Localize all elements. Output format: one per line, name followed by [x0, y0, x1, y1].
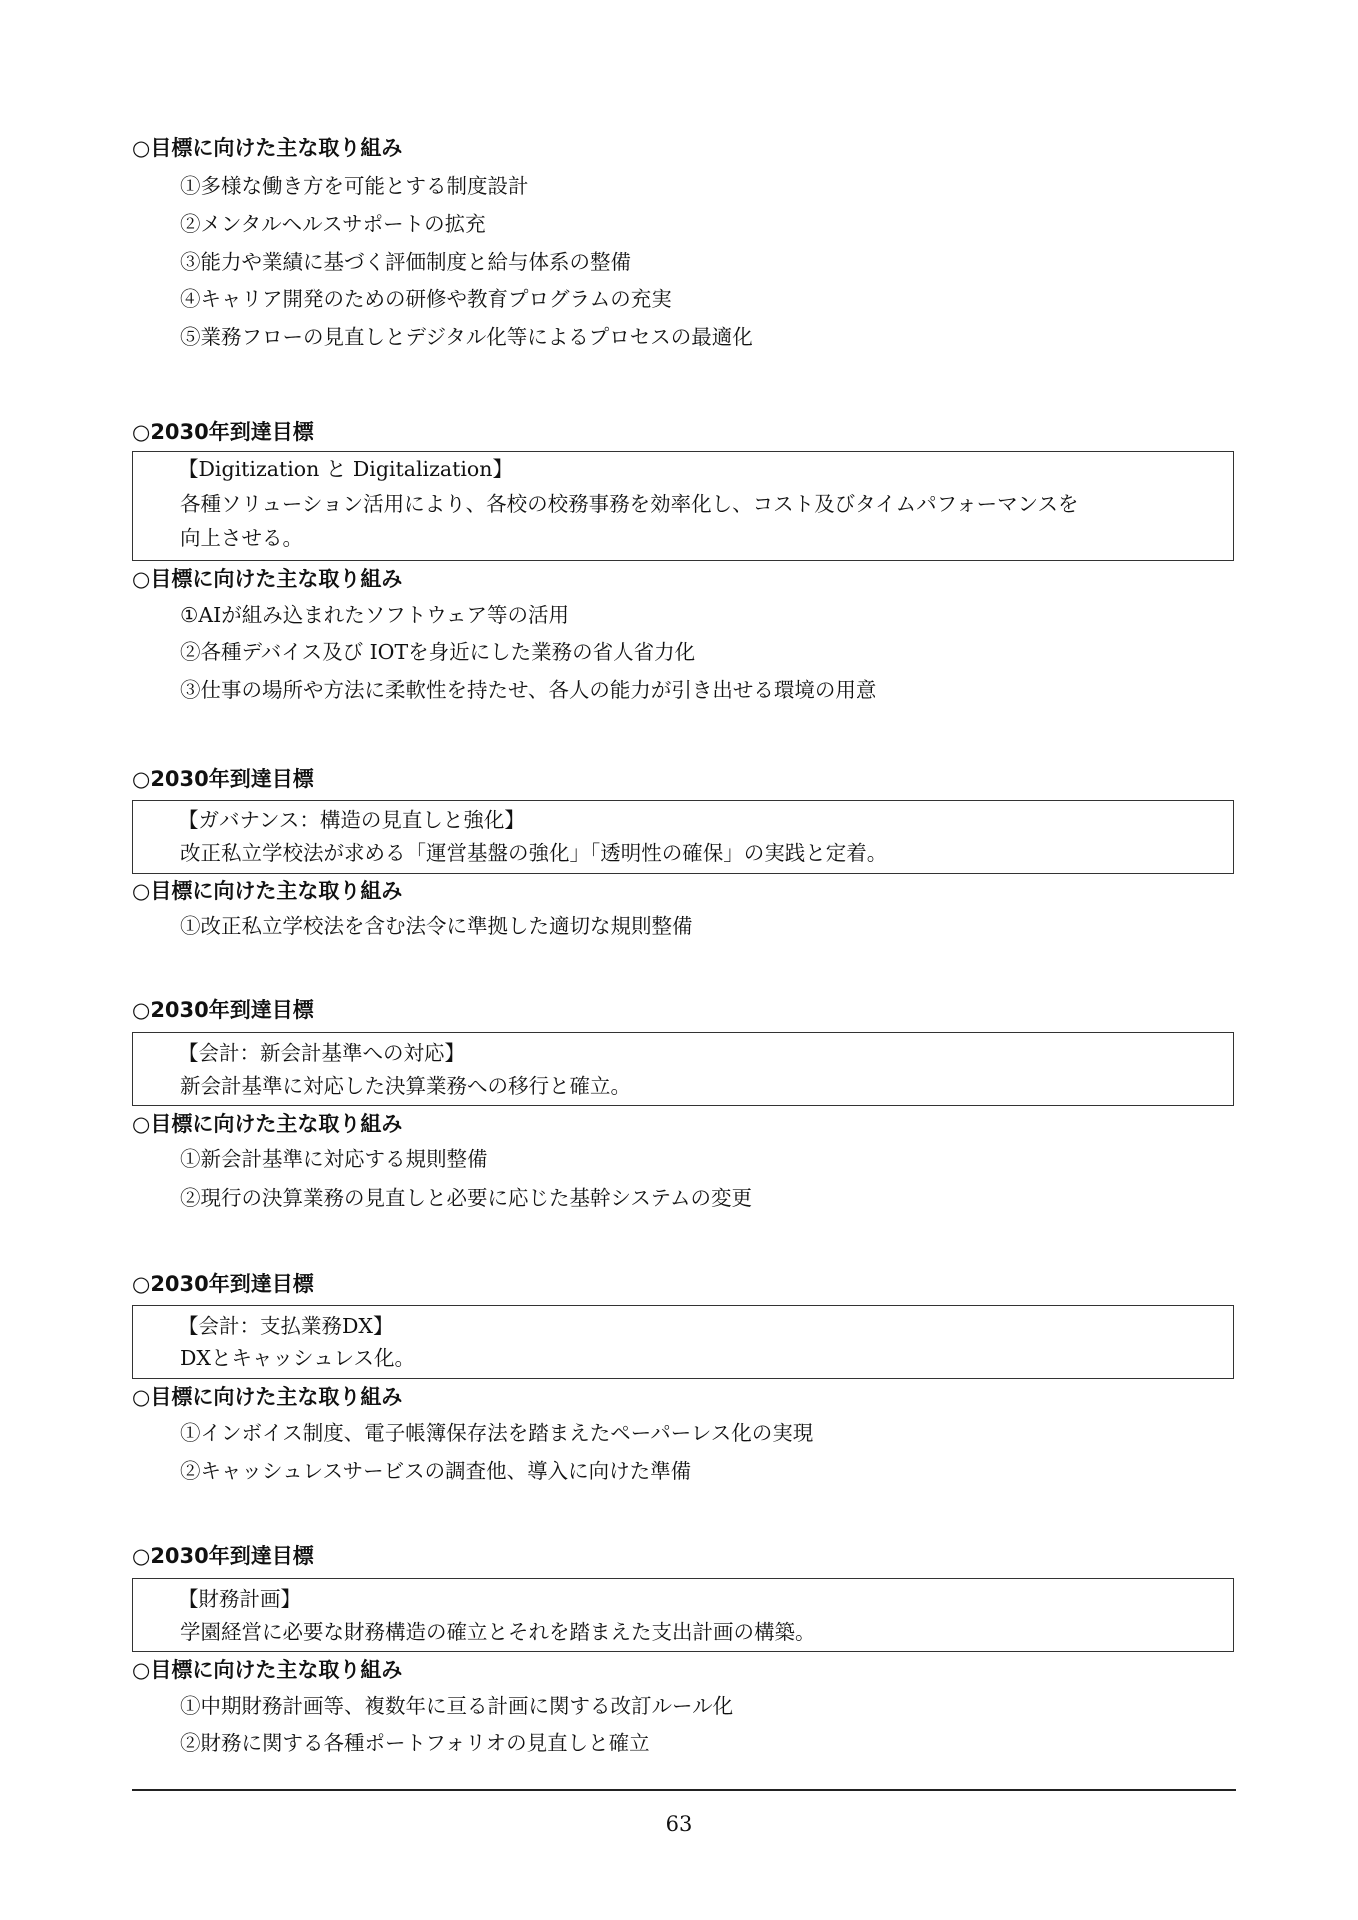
initiative-item: ②現行の決算業務の見直しと必要に応じた基幹システムの変更 — [180, 1186, 752, 1210]
goal-heading: ○2030年到達目標 — [132, 1544, 314, 1568]
initiative-item: ①多様な働き方を可能とする制度設計 — [180, 174, 529, 198]
page-number: 63 — [665, 1812, 693, 1836]
goal-heading: ○2030年到達目標 — [132, 767, 314, 791]
goal-box-title: 【会計：支払業務DX】 — [178, 1314, 394, 1338]
initiatives-heading: ○目標に向けた主な取り組み — [132, 1385, 403, 1409]
initiative-item: ①中期財務計画等、複数年に亘る計画に関する改訂ルール化 — [180, 1694, 734, 1718]
initiative-item: ⑤業務フローの見直しとデジタル化等によるプロセスの最適化 — [180, 325, 753, 349]
goal-box-title: 【会計：新会計基準への対応】 — [178, 1041, 465, 1065]
goal-box-text: 改正私立学校法が求める「運営基盤の強化」「透明性の確保」の実践と定着。 — [180, 841, 888, 865]
initiatives-heading: ○目標に向けた主な取り組み — [132, 1658, 403, 1682]
goal-heading: ○2030年到達目標 — [132, 1272, 314, 1296]
goal-heading: ○2030年到達目標 — [132, 998, 314, 1022]
initiative-item: ②各種デバイス及び IOTを身近にした業務の省人省力化 — [180, 640, 696, 664]
initiative-item: ②財務に関する各種ポートフォリオの見直しと確立 — [180, 1731, 650, 1755]
goal-box-text: 向上させる。 — [180, 526, 303, 550]
goal-box-text: 学園経営に必要な財務構造の確立とそれを踏まえた支出計画の構築。 — [180, 1620, 816, 1644]
initiative-item: ③仕事の場所や方法に柔軟性を持たせ、各人の能力が引き出せる環境の用意 — [180, 678, 877, 702]
initiatives-heading: ○目標に向けた主な取り組み — [132, 567, 403, 591]
initiative-item: ③能力や業績に基づく評価制度と給与体系の整備 — [180, 250, 631, 274]
goal-box-text: 新会計基準に対応した決算業務への移行と確立。 — [180, 1074, 631, 1098]
initiatives-heading: ○目標に向けた主な取り組み — [132, 879, 403, 903]
goal-heading: ○2030年到達目標 — [132, 420, 314, 444]
goal-box-title: 【ガバナンス：構造の見直しと強化】 — [178, 808, 525, 832]
goal-box-title: 【Digitization と Digitalization】 — [178, 457, 513, 481]
initiative-item: ①インボイス制度、電子帳簿保存法を踏まえたペーパーレス化の実現 — [180, 1421, 814, 1445]
initiative-item: ④キャリア開発のための研修や教育プログラムの充実 — [180, 287, 672, 311]
goal-box-text: DXとキャッシュレス化。 — [180, 1346, 416, 1370]
initiative-item: ①AIが組み込まれたソフトウェア等の活用 — [180, 603, 569, 627]
footer-divider — [132, 1789, 1236, 1791]
initiative-item: ②キャッシュレスサービスの調査他、導入に向けた準備 — [180, 1459, 692, 1483]
goal-box-title: 【財務計画】 — [178, 1587, 301, 1611]
initiative-item: ①改正私立学校法を含む法令に準拠した適切な規則整備 — [180, 914, 693, 938]
initiatives-heading: ○目標に向けた主な取り組み — [132, 1112, 403, 1136]
initiatives-heading: ○目標に向けた主な取り組み — [132, 136, 403, 160]
initiative-item: ②メンタルヘルスサポートの拡充 — [180, 212, 486, 236]
initiative-item: ①新会計基準に対応する規則整備 — [180, 1147, 488, 1171]
goal-box-text: 各種ソリューション活用により、各校の校務事務を効率化し、コスト及びタイムパフォーマンスを — [180, 492, 1079, 516]
